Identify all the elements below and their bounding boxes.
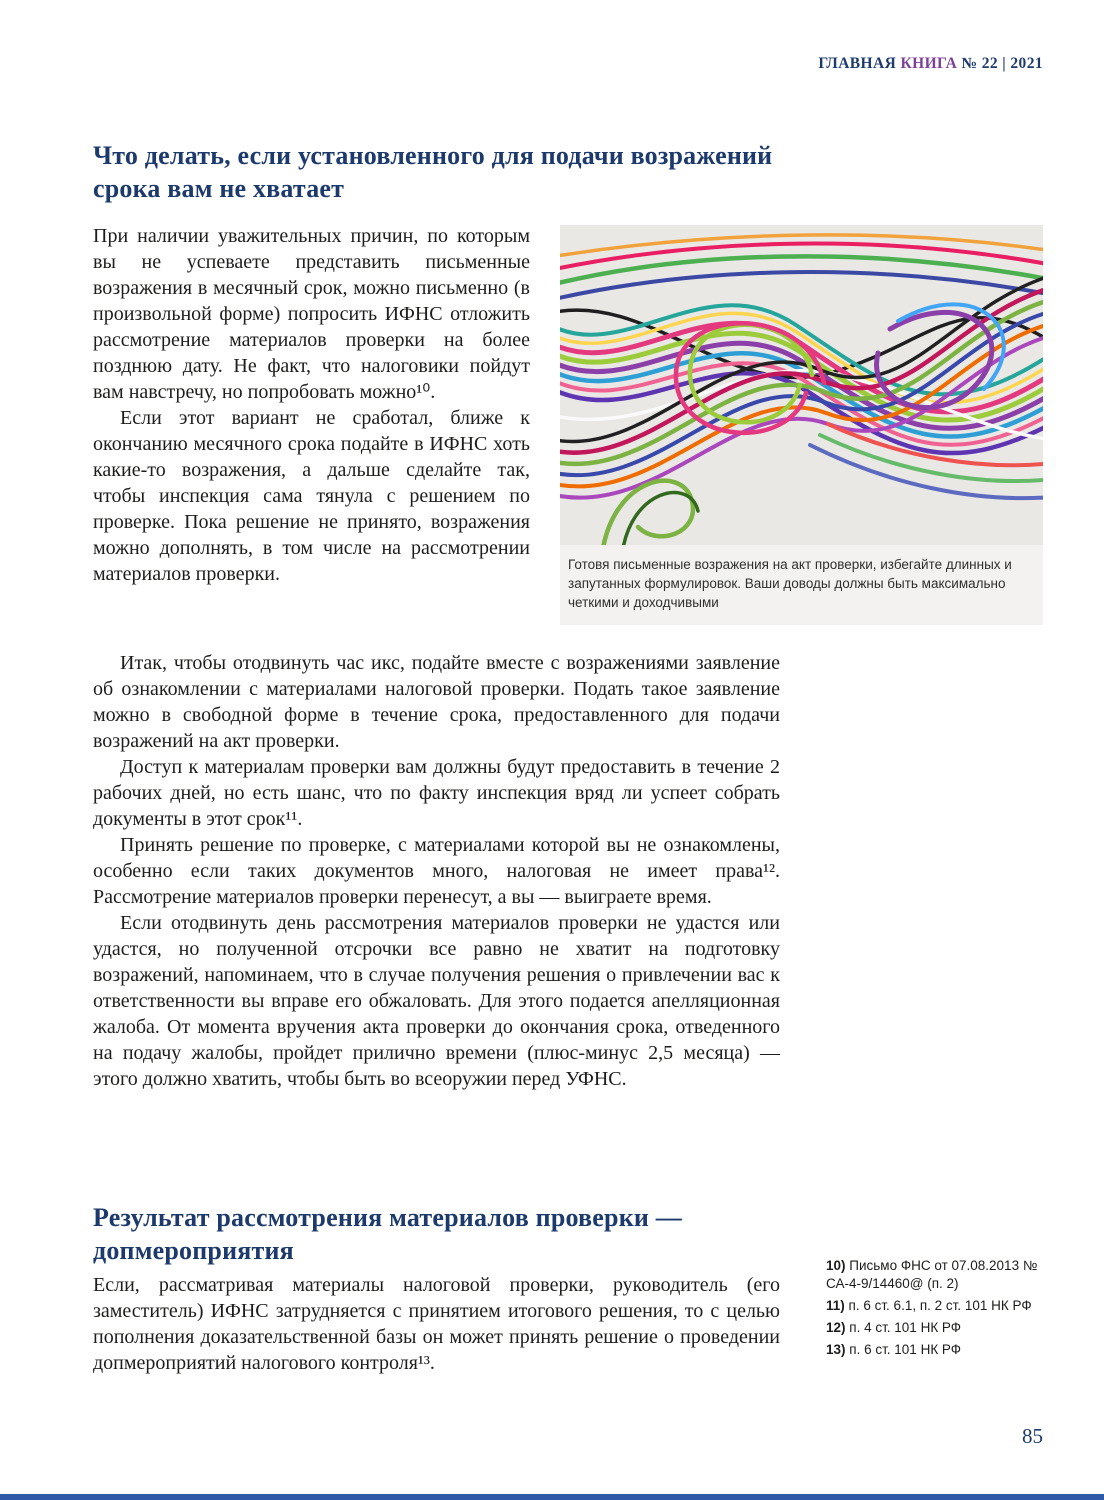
paragraph: При наличии уважительных причин, по которым вы не успеваете представить письменные возражения в месячный срок, можно письменно (в произвольной форме) попросить ИФНС отложить рассмотрение материалов проверки на более позднюю дату. Не факт, что налоговики пойдут вам навстречу, но попробовать можно¹⁰. — [93, 225, 530, 403]
brand-kniga: КНИГА — [900, 55, 958, 72]
figure — [560, 225, 1043, 625]
footnote-item — [826, 1341, 1044, 1359]
footnote-text: п. 6 ст. 101 НК РФ — [849, 1342, 962, 1357]
issue-number: № 22 | 2021 — [961, 55, 1043, 72]
article-title: Что делать, если установленного для подачи возражений срока вам не хватает — [93, 141, 773, 203]
paragraph: Принять решение по проверке, с материалами которой вы не ознакомлены, особенно если таких документов много, налоговая не имеет права¹². Рассмотрение материалов проверки перенесут, а вы — выиграете время. — [93, 834, 780, 908]
bottom-edge-bar — [0, 1494, 1104, 1500]
footnote-item — [826, 1319, 1044, 1337]
footnotes — [826, 1257, 1044, 1363]
footnote-text: Письмо ФНС от 07.08.2013 № СА-4-9/14460@ (п. 2) — [826, 1258, 1038, 1291]
footnote-item — [826, 1297, 1044, 1315]
footnote-number: 11) — [826, 1298, 845, 1313]
paragraph: Доступ к материалам проверки вам должны будут предоставить в течение 2 рабочих дней, но есть шанс, что по факту инспекция вряд ли успеет собрать документы в этот срок¹¹. — [93, 756, 780, 830]
tangled-wires-photo — [560, 225, 1043, 545]
footnote-number: 10) — [826, 1258, 846, 1273]
footnote-number: 12) — [826, 1320, 846, 1335]
paragraph: Если отодвинуть день рассмотрения материалов проверки не удастся или удастся, но полученной отсрочки все равно не хватит на подготовку возражений, напоминаем, что в случае получения решения о привлечении вас к ответственности вы вправе его обжаловать. Для этого подается апелляционная жалоба. От момента вручения акта проверки до окончания срока, отведенного на подачу жалобы, пройдет прилично времени (плюс-минус 2,5 месяца) — этого должно хватить, чтобы быть во всеоружии перед УФНС. — [93, 912, 780, 1090]
section-title: Результат рассмотрения материалов проверки — допмероприятия — [93, 1203, 682, 1265]
figure-caption: Готовя письменные возражения на акт проверки, избегайте длинных и запутанных формулировок. Ваши доводы должны быть максимально четкими и доходчивыми — [560, 545, 1043, 625]
footnote-text: п. 6 ст. 6.1, п. 2 ст. 101 НК РФ — [848, 1298, 1032, 1313]
paragraph: Если, рассматривая материалы налоговой проверки, руководитель (его заместитель) ИФНС затрудняется с принятием итогового решения, то с целью пополнения доказательственной базы он может принять решение о проведении допмероприятий налогового контроля¹³. — [93, 1274, 780, 1374]
section2-column — [93, 1272, 780, 1376]
brand-glavnaya: ГЛАВНАЯ — [818, 55, 897, 72]
masthead — [818, 55, 1043, 73]
footnote-number: 13) — [826, 1342, 846, 1357]
page-number: 85 — [1022, 1424, 1043, 1448]
main-column — [93, 650, 780, 1092]
footnote-item — [826, 1257, 1044, 1293]
footnote-text: п. 4 ст. 101 НК РФ — [849, 1320, 962, 1335]
intro-column — [93, 223, 530, 587]
paragraph: Итак, чтобы отодвинуть час икс, подайте вместе с возражениями заявление об ознакомлении с материалами налоговой проверки. Подать такое заявление можно в свободной форме в течение срока, предоставленного для подачи возражений на акт проверки. — [93, 652, 780, 752]
paragraph: Если этот вариант не сработал, ближе к окончанию месячного срока подайте в ИФНС хоть какие-то возражения, а дальше сделайте так, чтобы инспекция сама тянула с решением по проверке. Пока решение не принято, возражения можно дополнять, в том числе на рассмотрении материалов проверки. — [93, 407, 530, 585]
